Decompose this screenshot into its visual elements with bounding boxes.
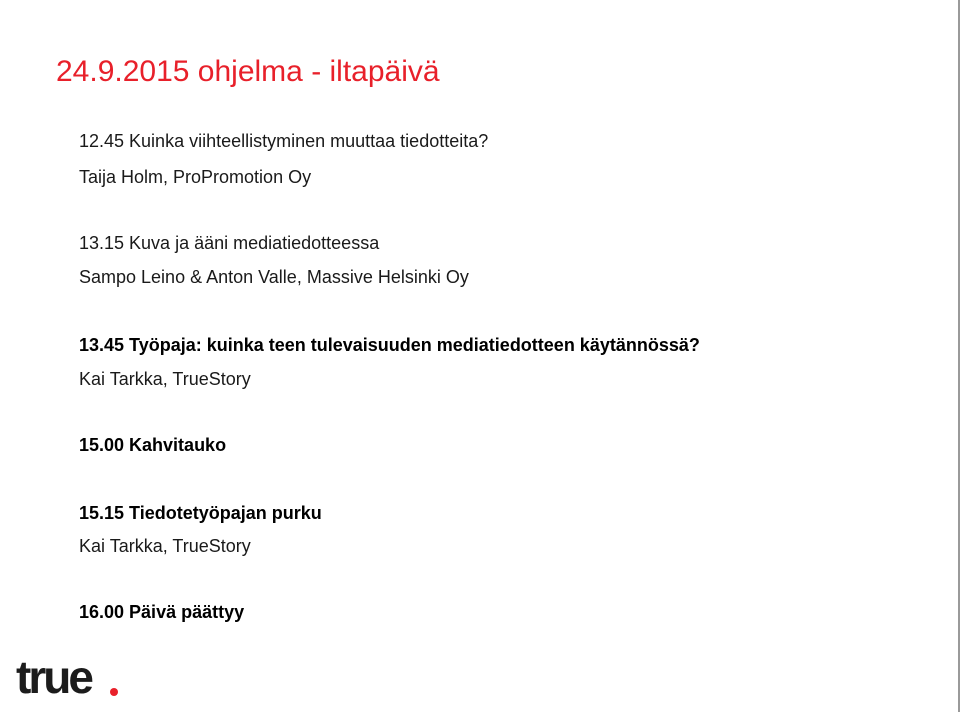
agenda-item-1-speaker: Taija Holm, ProPromotion Oy xyxy=(79,167,312,187)
agenda-item-5-heading: 15.15 Tiedotetyöpajan purku xyxy=(79,503,322,523)
agenda-item-6-heading: 16.00 Päivä päättyy xyxy=(79,602,245,622)
truestory-logo xyxy=(16,651,116,706)
agenda-item-4-heading: 15.00 Kahvitauko xyxy=(79,435,227,455)
logo-dot-icon xyxy=(110,688,118,696)
page-title: 24.9.2015 ohjelma - iltapäivä xyxy=(56,55,440,88)
agenda-item-3-speaker: Kai Tarkka, TrueStory xyxy=(79,369,251,389)
agenda-item-1-heading: 12.45 Kuinka viihteellistyminen muuttaa tiedotteita? xyxy=(79,131,489,151)
agenda-item-2-speaker: Sampo Leino & Anton Valle, Massive Helsinki Oy xyxy=(79,267,469,287)
agenda-item-2-heading: 13.15 Kuva ja ääni mediatiedotteessa xyxy=(79,233,380,253)
agenda-item-5-speaker: Kai Tarkka, TrueStory xyxy=(79,536,251,556)
logo-wordmark: true xyxy=(16,651,91,703)
agenda-item-3-heading: 13.45 Työpaja: kuinka teen tulevaisuuden mediatiedotteen käytännössä? xyxy=(79,335,700,355)
